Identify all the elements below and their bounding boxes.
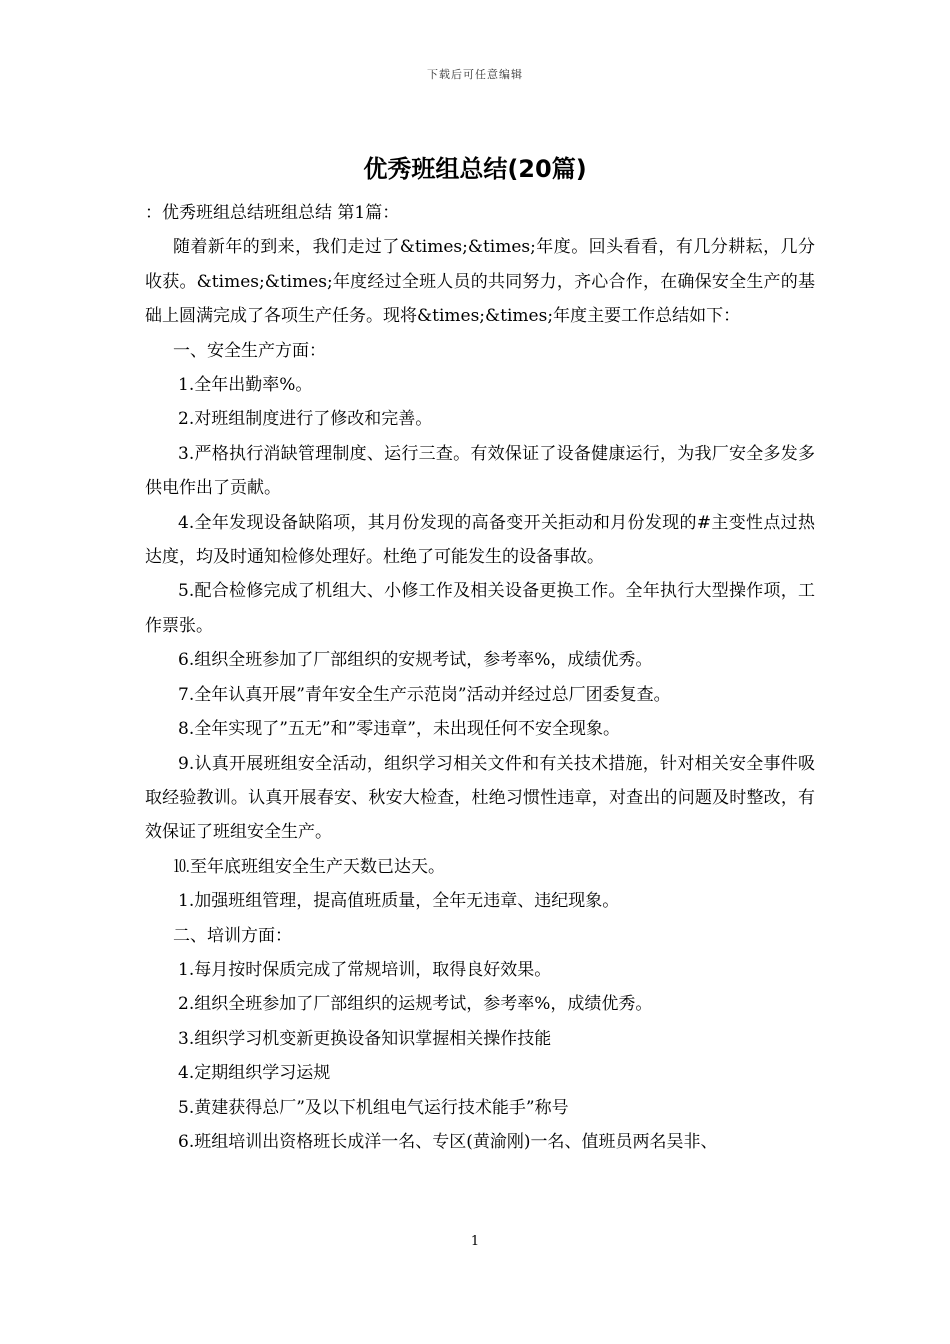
body-paragraph: 1.全年出勤率%。 [178, 375, 313, 396]
body-paragraph: 随着新年的到来，我们走过了&times;&times;年度。回头看看，有几分耕耘，几分收获。&times;&times;年度经过全班人员的共同努力，齐心合作，在确保安全生产的基础上圆满完成了各项生产任务。现将&times;&times;年度主要工作总结如下： [145, 237, 815, 327]
header-note: 下载后可任意编辑 [427, 68, 523, 81]
body-paragraph: 8.全年实现了”五无”和”零违章”，未出现任何不安全现象。 [178, 719, 620, 740]
document-body [145, 196, 815, 1159]
body-paragraph: 2.组织全班参加了厂部组织的运规考试，参考率%，成绩优秀。 [178, 994, 653, 1015]
body-paragraph: 4.全年发现设备缺陷项，其月份发现的高备变开关拒动和月份发现的#主变性点过热达度，均及时通知检修处理好。杜绝了可能发生的设备事故。 [145, 512, 815, 568]
page-number: 1 [470, 1234, 480, 1249]
body-paragraph: 2.对班组制度进行了修改和完善。 [178, 409, 433, 430]
document-title: 优秀班组总结(20篇) [363, 155, 587, 183]
body-paragraph: 5.配合检修完成了机组大、小修工作及相关设备更换工作。全年执行大型操作项，工作票张。 [145, 581, 815, 636]
body-paragraph: ⒑至年底班组安全生产天数已达天。 [173, 856, 445, 877]
body-paragraph: 5.黄建获得总厂”及以下机组电气运行技术能手”称号 [178, 1097, 569, 1118]
body-paragraph: 6.班组培训出资格班长成洋一名、专区(黄渝刚)一名、值班员两名吴非、 [178, 1131, 718, 1152]
body-paragraph: 4.定期组织学习运规 [178, 1063, 331, 1084]
body-paragraph: ：优秀班组总结班组总结 第1篇： [145, 203, 400, 223]
body-paragraph: 一、安全生产方面： [173, 340, 326, 361]
body-paragraph: 3.组织学习机变新更换设备知识掌握相关操作技能 [178, 1028, 552, 1049]
body-paragraph: 7.全年认真开展”青年安全生产示范岗”活动并经过总厂团委复查。 [178, 684, 671, 705]
body-paragraph: 3.严格执行消缺管理制度、运行三查。有效保证了设备健康运行，为我厂安全多发多供电作出了贡献。 [145, 443, 815, 499]
body-paragraph: 9.认真开展班组安全活动，组织学习相关文件和有关技术措施，针对相关安全事件吸取经验教训。认真开展春安、秋安大检查，杜绝习惯性违章，对查出的问题及时整改，有效保证了班组安全生产。 [145, 753, 815, 843]
body-paragraph: 二、培训方面： [173, 925, 292, 946]
body-paragraph: 6.组织全班参加了厂部组织的安规考试，参考率%，成绩优秀。 [178, 650, 653, 671]
body-paragraph: 1.加强班组管理，提高值班质量，全年无违章、违纪现象。 [178, 891, 620, 912]
body-paragraph: 1.每月按时保质完成了常规培训，取得良好效果。 [178, 959, 552, 980]
